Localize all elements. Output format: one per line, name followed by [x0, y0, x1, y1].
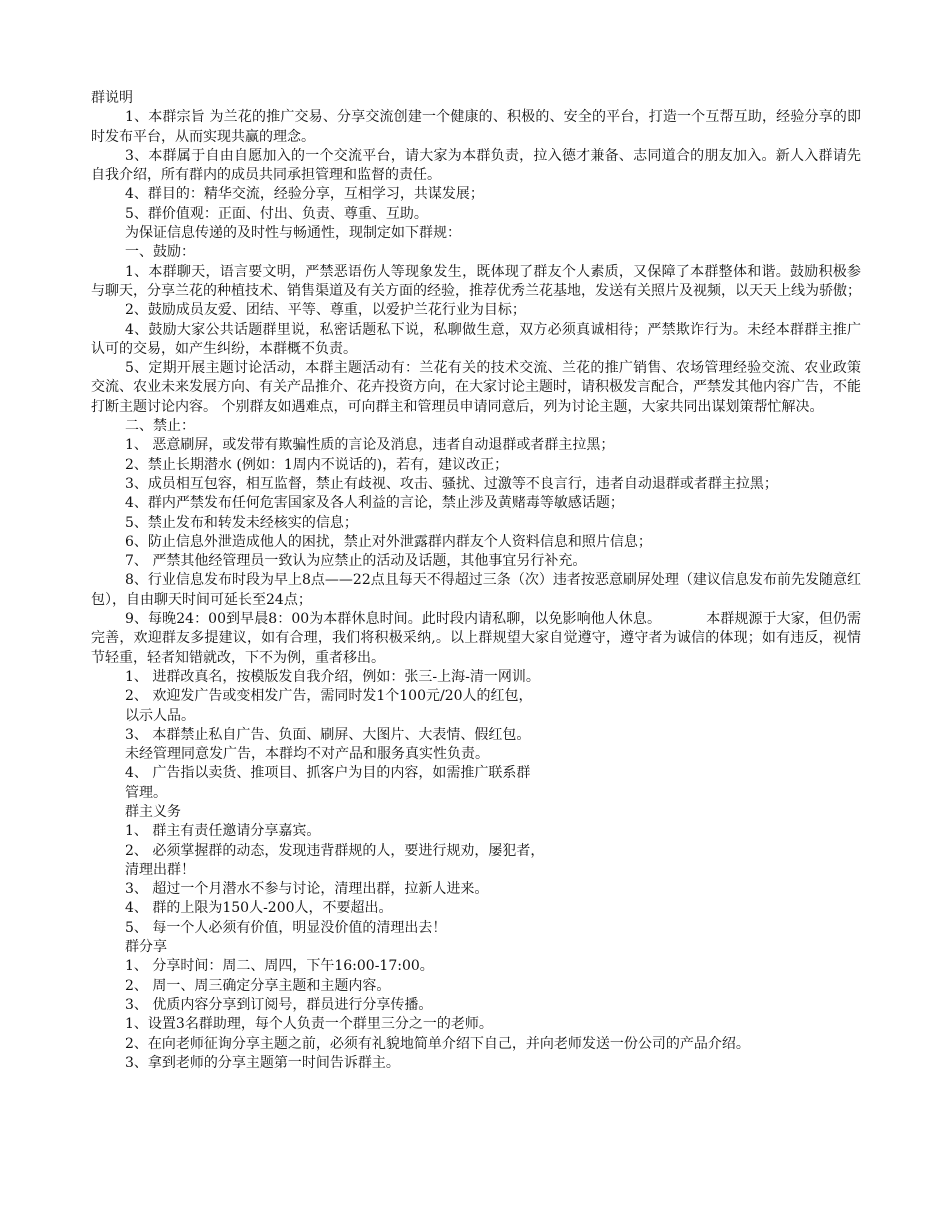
- paragraph: 9、每晚24：00到早晨8：00为本群休息时间。此时段内请私聊，以免影响他人休息。 本群规源于大家，但仍需完善，欢迎群友多提建议，如有合理，我们将积极采纳,。以上群规望大家自觉遵守，遵守者为诚信的体现；如有违反，视情节轻重，轻者知错就改，下不为例，重者移出。: [91, 611, 861, 666]
- paragraph: 2、 必须掌握群的动态，发现违背群规的人，要进行规劝，屡犯者，: [125, 842, 545, 859]
- paragraph: 2、鼓励成员友爱、团结、平等、尊重，以爱护兰花行业为目标；: [125, 302, 526, 319]
- paragraph: 以示人品。: [125, 707, 195, 724]
- paragraph: 1、本群聊天，语言要文明，严禁恶语伤人等现象发生，既体现了群友个人素质，又保障了本群整体和谐。鼓励积极参与聊天，分享兰花的种植技术、销售渠道及有关方面的经验，推荐优秀兰花基地，发送有关照片及视频，以天天上线为骄傲；: [91, 263, 861, 299]
- paragraph: 2、 欢迎发广告或变相发广告，需同时发1个100元/20人的红包，: [125, 688, 533, 705]
- paragraph: 6、防止信息外泄造成他人的困扰，禁止对外泄露群内群友个人资料信息和照片信息；: [125, 533, 652, 550]
- paragraph: 4、鼓励大家公共话题群里说，私密话题私下说，私聊做生意，双方必须真诚相待；严禁欺诈行为。未经本群群主推广认可的交易，如产生纠纷，本群概不负责。: [91, 321, 861, 357]
- paragraph: 5、 每一个人必须有价值，明显没价值的清理出去！: [125, 919, 447, 936]
- paragraph: 1、 恶意刷屏，或发带有欺骗性质的言论及消息，违者自动退群或者群主拉黑；: [125, 437, 615, 454]
- paragraph: 8、行业信息发布时段为早上8点——22点且每天不得超过三条（次）违者按恶意刷屏处理（建议信息发布前先发随意红包），自由聊天时间可延长至24点；: [91, 572, 861, 608]
- paragraph: 3、拿到老师的分享主题第一时间告诉群主。: [125, 1054, 400, 1071]
- paragraph: 5、群价值观：正面、付出、负责、尊重、互助。: [125, 205, 428, 222]
- paragraph: 2、禁止长期潜水 (例如：1周内不说话的)，若有，建议改正；: [125, 456, 509, 473]
- paragraph: 1、 进群改真名，按模版发自我介绍，例如：张三-上海-清一网训。: [125, 668, 540, 685]
- document-title: 群说明: [91, 90, 133, 106]
- paragraph: 管理。: [125, 784, 167, 801]
- paragraph: 1、 群主有责任邀请分享嘉宾。: [125, 823, 321, 840]
- paragraph: 1、本群宗旨 为兰花的推广交易、分享交流创建一个健康的、积极的、安全的平台，打造一个互帮互助，经验分享的即时发布平台，从而实现共赢的理念。: [91, 109, 861, 145]
- paragraph: 4、群内严禁发布任何危害国家及各人利益的言论，禁止涉及黄赌毒等敏感话题；: [125, 495, 624, 512]
- paragraph: 4、群目的：精华交流，经验分享，互相学习，共谋发展；: [125, 186, 484, 203]
- paragraph: 2、 周一、周三确定分享主题和主题内容。: [125, 977, 391, 994]
- paragraph: 群主义务: [125, 803, 181, 820]
- paragraph: 3、 本群禁止私自广告、负面、刷屏、大图片、大表情、假红包。: [125, 726, 531, 743]
- paragraph: 3、本群属于自由自愿加入的一个交流平台，请大家为本群负责，拉入德才兼备、志同道合的朋友加入。新人入群请先自我介绍，所有群内的成员共同承担管理和监督的责任。: [91, 147, 861, 184]
- paragraph: 5、定期开展主题讨论活动，本群主题活动有：兰花有关的技术交流、兰花的推广销售、农场管理经验交流、农业政策交流、农业未来发展方向、有关产品推介、花卉投资方向，在大家讨论主题时，请积极发言配合，严禁发其他内容广告，不能打断主题讨论内容。 个别群友如遇难点，可向群主和管理员申请同意后，列为讨论主题，大家共同出谋划策帮忙解决。: [91, 360, 861, 415]
- paragraph: 1、 分享时间：周二、周四，下午16:00-17:00。: [125, 958, 434, 975]
- paragraph: 为保证信息传递的及时性与畅通性，现制定如下群规：: [125, 225, 461, 242]
- paragraph: 3、成员相互包容，相互监督，禁止有歧视、攻击、骚扰、过激等不良言行，违者自动退群或者群主拉黑；: [125, 475, 778, 492]
- paragraph: 2、在向老师征询分享主题之前，必须有礼貌地简单介绍下自己，并向老师发送一份公司的产品介绍。: [125, 1035, 750, 1052]
- paragraph: 二、禁止：: [125, 418, 195, 435]
- paragraph: 群分享: [125, 939, 167, 956]
- paragraph: 3、 超过一个月潜水不参与讨论，清理出群，拉新人进来。: [125, 881, 489, 898]
- paragraph: 3、 优质内容分享到订阅号，群员进行分享传播。: [125, 996, 433, 1013]
- paragraph: 4、 广告指以卖货、推项目、抓客户为目的内容，如需推广联系群: [125, 765, 531, 782]
- document-body: [91, 89, 861, 1073]
- paragraph: 1、设置3名群助理，每个人负责一个群里三分之一的老师。: [125, 1016, 493, 1033]
- paragraph: 一、鼓励：: [125, 244, 195, 261]
- paragraph: 5、禁止发布和转发未经核实的信息；: [125, 514, 358, 531]
- paragraph: 未经管理同意发广告，本群均不对产品和服务真实性负责。: [125, 746, 489, 763]
- paragraph: 4、 群的上限为150人-200人，不要超出。: [125, 900, 393, 917]
- paragraph: 7、 严禁其他经管理员一致认为应禁止的活动及话题，其他事宜另行补充。: [125, 553, 587, 570]
- paragraph: 清理出群！: [125, 861, 195, 878]
